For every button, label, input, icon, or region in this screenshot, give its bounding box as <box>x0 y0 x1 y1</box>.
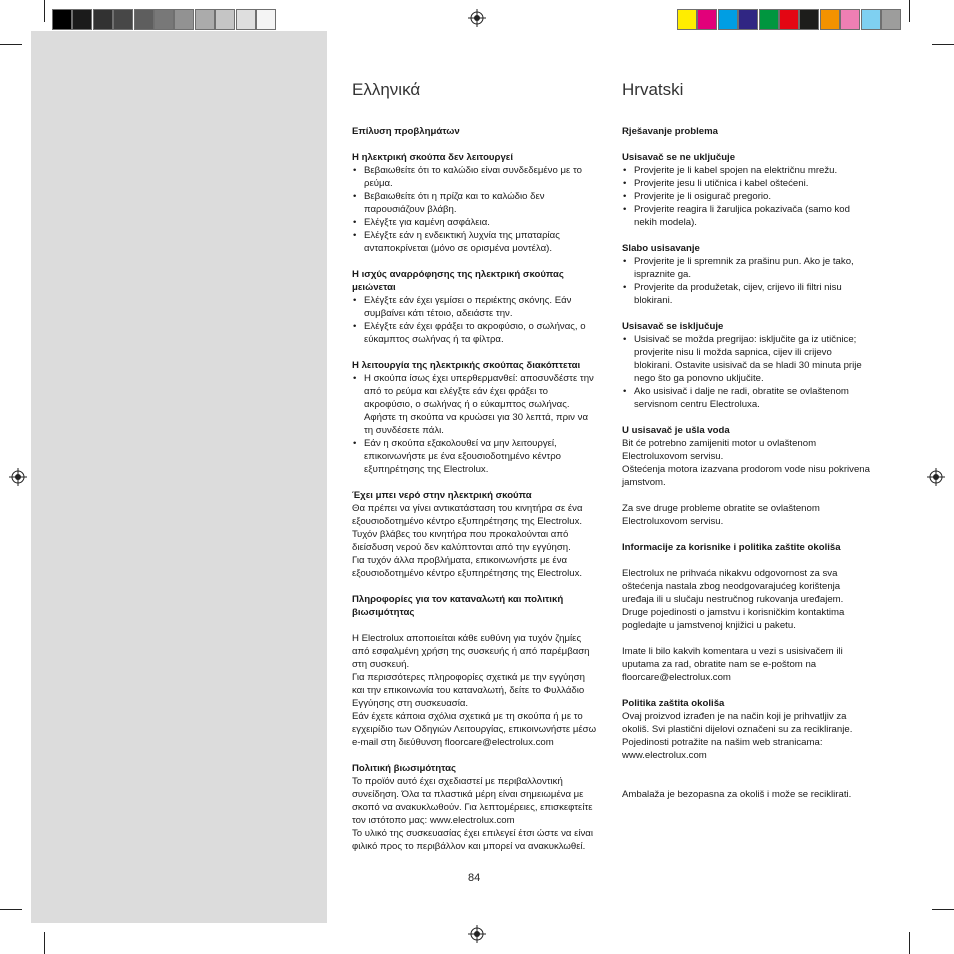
greek-troubleshooting-heading: Επίλυση προβλημάτων <box>352 126 460 137</box>
color-swatch <box>881 9 901 30</box>
croatian-suction-list <box>622 255 870 307</box>
grayscale-color-bar <box>52 9 276 30</box>
croatian-column <box>622 80 870 801</box>
list-item: • Βεβαιωθείτε ότι η πρίζα και το καλώδιο δεν παρουσιάζουν βλάβη. <box>352 190 598 216</box>
list-item: • Provjerite je li spremnik za prašinu pun. Ako je tako, ispraznite ga. <box>622 255 870 281</box>
greek-stops-heading: Η λειτουργία της ηλεκτρικής σκούπας διακόπτεται <box>352 360 581 371</box>
croatian-consumer-p1: Electrolux ne prihvaća nikakvu odgovornost za sva oštećenja nastala zbog neodgovarajućeg korištenja uređaja ili u slučaju nestručnog rukovanja uređajem. Druge pojedinosti o jamstvu i korisničkim kontaktima pogledajte u jamstvenoj knjižici u paketu. <box>622 568 845 631</box>
list-item: • Usisivač se možda pregrijao: isključite ga iz utičnice; provjerite nisu li možda sapnica, cijev ili crijevo blokirani. Ostavite usisivač da se hladi 30 minuta prije nego što ga ponovno uključite. <box>622 333 870 385</box>
color-swatch <box>256 9 276 30</box>
greek-language-title: Ελληνικά <box>352 80 421 99</box>
list-item: • Ako usisivač i dalje ne radi, obratite se ovlaštenom servisnom centru Electroluxa. <box>622 385 870 411</box>
color-swatch <box>697 9 717 30</box>
registration-crosshair-icon <box>468 9 486 27</box>
list-item: • Εάν η σκούπα εξακολουθεί να μην λειτουργεί, επικοινωνήστε με ένα εξουσιοδοτημένο κέντρο εξυπηρέτησης της Electrolux. <box>352 437 598 476</box>
greek-not-working-heading: Η ηλεκτρική σκούπα δεν λειτουργεί <box>352 152 514 163</box>
color-swatch <box>52 9 72 30</box>
greek-water-text-2: Για τυχόν άλλα προβλήματα, επικοινωνήστε με ένα εξουσιοδοτημένο κέντρο εξυπηρέτησης της Electrolux. <box>352 555 583 579</box>
croatian-water-p3: Za sve druge probleme obratite se ovlaštenom Electroluxovom servisu. <box>622 503 820 527</box>
greek-suction-list <box>352 294 598 346</box>
greek-consumer-p1: Η Electrolux αποποιείται κάθε ευθύνη για τυχόν ζημίες από εσφαλμένη χρήση της συσκευής ή από παρέμβαση στη συσκευή. <box>352 633 590 670</box>
color-swatch <box>113 9 133 30</box>
list-item: • Η σκούπα ίσως έχει υπερθερμανθεί: αποσυνδέστε την από το ρεύμα και ελέγξτε εάν έχει φράξει το ακροφύσιο, ο σωλήνας ή ο εύκαμπτος σωλήνας. Αφήστε τη σκούπα να κρυώσει για 30 λεπτά, πριν να τη συνδέσετε πάλι. <box>352 372 598 437</box>
list-item: • Ελέγξτε εάν έχει φράξει το ακροφύσιο, ο σωλήνας, ο εύκαμπτος σωλήνας ή τα φίλτρα. <box>352 320 598 346</box>
greek-not-working-list <box>352 164 598 255</box>
greek-consumer-p3: Εάν έχετε κάποια σχόλια σχετικά με τη σκούπα ή με το εγχειρίδιο των Οδηγιών Λειτουργίας, επικοινωνήστε μέσω e-mail στη διεύθυνση floorcare@electrolux.com <box>352 711 597 748</box>
color-swatch <box>154 9 174 30</box>
croatian-troubleshooting-heading: Rješavanje problema <box>622 126 718 137</box>
color-swatch <box>174 9 194 30</box>
registration-crosshair-icon <box>468 925 486 943</box>
registration-crosshair-icon <box>927 468 945 486</box>
greek-sustainability-p1: Το προϊόν αυτό έχει σχεδιαστεί με περιβαλλοντική συνείδηση. Όλα τα πλαστικά μέρη είναι σημειωμένα με σκοπό να ανακυκλωθούν. Για λεπτομέρειες, επισκεφτείτε τον ιστότοπο μας: www.electrolux.com <box>352 776 593 826</box>
croatian-water-p2: Oštećenja motora izazvana prodorom vode nisu pokrivena jamstvom. <box>622 464 870 488</box>
greek-consumer-heading: Πληροφορίες για τον καταναλωτή και πολιτική βιωσιμότητας <box>352 594 564 618</box>
color-swatch <box>677 9 697 30</box>
list-item: • Provjerite reagira li žaruljica pokazivača (samo kod nekih modela). <box>622 203 870 229</box>
croatian-not-working-list <box>622 164 870 229</box>
color-swatch <box>236 9 256 30</box>
croatian-sustainability-heading: Politika zaštita okoliša <box>622 698 725 709</box>
greek-water-heading: Έχει μπει νερό στην ηλεκτρική σκούπα <box>352 490 532 501</box>
registration-crosshair-icon <box>9 468 27 486</box>
list-item: • Ελέγξτε για καμένη ασφάλεια. <box>352 216 598 229</box>
color-swatch <box>738 9 758 30</box>
croatian-stops-heading: Usisavač se isključuje <box>622 321 724 332</box>
list-item: • Provjerite je li kabel spojen na električnu mrežu. <box>622 164 870 177</box>
croatian-consumer-p2: Imate li bilo kakvih komentara u vezi s usisivačem ili uputama za rad, obratite nam se e-poštom na floorcare@electrolux.com <box>622 646 843 683</box>
croatian-sustainability-p2: Ambalaža je bezopasna za okoliš i može se reciklirati. <box>622 789 852 800</box>
list-item: • Ελέγξτε εάν η ενδεικτική λυχνία της μπαταρίας ανταποκρίνεται (μόνο σε ορισμένα μοντέλα). <box>352 229 598 255</box>
list-item: • Provjerite je li osigurač pregorio. <box>622 190 870 203</box>
greek-suction-heading: Η ισχύς αναρρόφησης της ηλεκτρική σκούπας μειώνεται <box>352 269 564 293</box>
list-item: • Ελέγξτε εάν έχει γεμίσει ο περιέκτης σκόνης. Εάν συμβαίνει κάτι τέτοιο, αδειάστε την. <box>352 294 598 320</box>
croatian-water-p1: Bit će potrebno zamijeniti motor u ovlaštenom Electroluxovom servisu. <box>622 438 817 462</box>
croatian-consumer-heading: Informacije za korisnike i politika zaštite okoliša <box>622 542 841 553</box>
color-swatch <box>718 9 738 30</box>
croatian-sustainability-p1: Ovaj proizvod izrađen je na način koji je prihvatljiv za okoliš. Svi plastični dijelovi označeni su za recikliranje. Pojedinosti potražite na našim web stranicama: www.electrolux.com <box>622 711 853 761</box>
left-gray-panel <box>31 31 327 923</box>
greek-consumer-p2: Για περισσότερες πληροφορίες σχετικά με την εγγύηση και την επικοινωνία του καταναλωτή, δείτε το Φυλλάδιο Εγγύησης στη συσκευασία. <box>352 672 585 709</box>
croatian-suction-heading: Slabo usisavanje <box>622 243 700 254</box>
greek-sustainability-p2: Το υλικό της συσκευασίας έχει επιλεγεί έτσι ώστε να είναι φιλικό προς το περιβάλλον και μπορεί να ανακυκλωθεί. <box>352 828 593 852</box>
color-swatch <box>779 9 799 30</box>
greek-stops-list <box>352 372 598 476</box>
croatian-water-heading: U usisavač je ušla voda <box>622 425 730 436</box>
color-swatch <box>820 9 840 30</box>
color-swatch <box>134 9 154 30</box>
color-swatch <box>93 9 113 30</box>
greek-sustainability-heading: Πολιτική βιωσιμότητας <box>352 763 456 774</box>
croatian-language-title: Hrvatski <box>622 80 684 99</box>
croatian-not-working-heading: Usisavač se ne uključuje <box>622 152 736 163</box>
list-item: • Provjerite da produžetak, cijev, crijevo ili filtri nisu blokirani. <box>622 281 870 307</box>
color-swatch <box>215 9 235 30</box>
list-item: • Provjerite jesu li utičnica i kabel oštećeni. <box>622 177 870 190</box>
color-swatch <box>861 9 881 30</box>
croatian-stops-list <box>622 333 870 411</box>
greek-water-text: Θα πρέπει να γίνει αντικατάσταση του κινητήρα σε ένα εξουσιοδοτημένο κέντρο εξυπηρέτησης της Electrolux. Τυχόν βλάβες του κινητήρα που προκαλούνται από διείσδυση νερού δεν καλύπτονται από την εγγύηση. <box>352 503 583 553</box>
color-swatch <box>72 9 92 30</box>
color-swatch <box>759 9 779 30</box>
list-item: • Βεβαιωθείτε ότι το καλώδιο είναι συνδεδεμένο με το ρεύμα. <box>352 164 598 190</box>
color-swatch <box>799 9 819 30</box>
page-number: 84 <box>468 872 481 884</box>
color-swatch <box>840 9 860 30</box>
color-swatch <box>195 9 215 30</box>
greek-column <box>352 80 598 853</box>
process-color-bar <box>677 9 901 30</box>
